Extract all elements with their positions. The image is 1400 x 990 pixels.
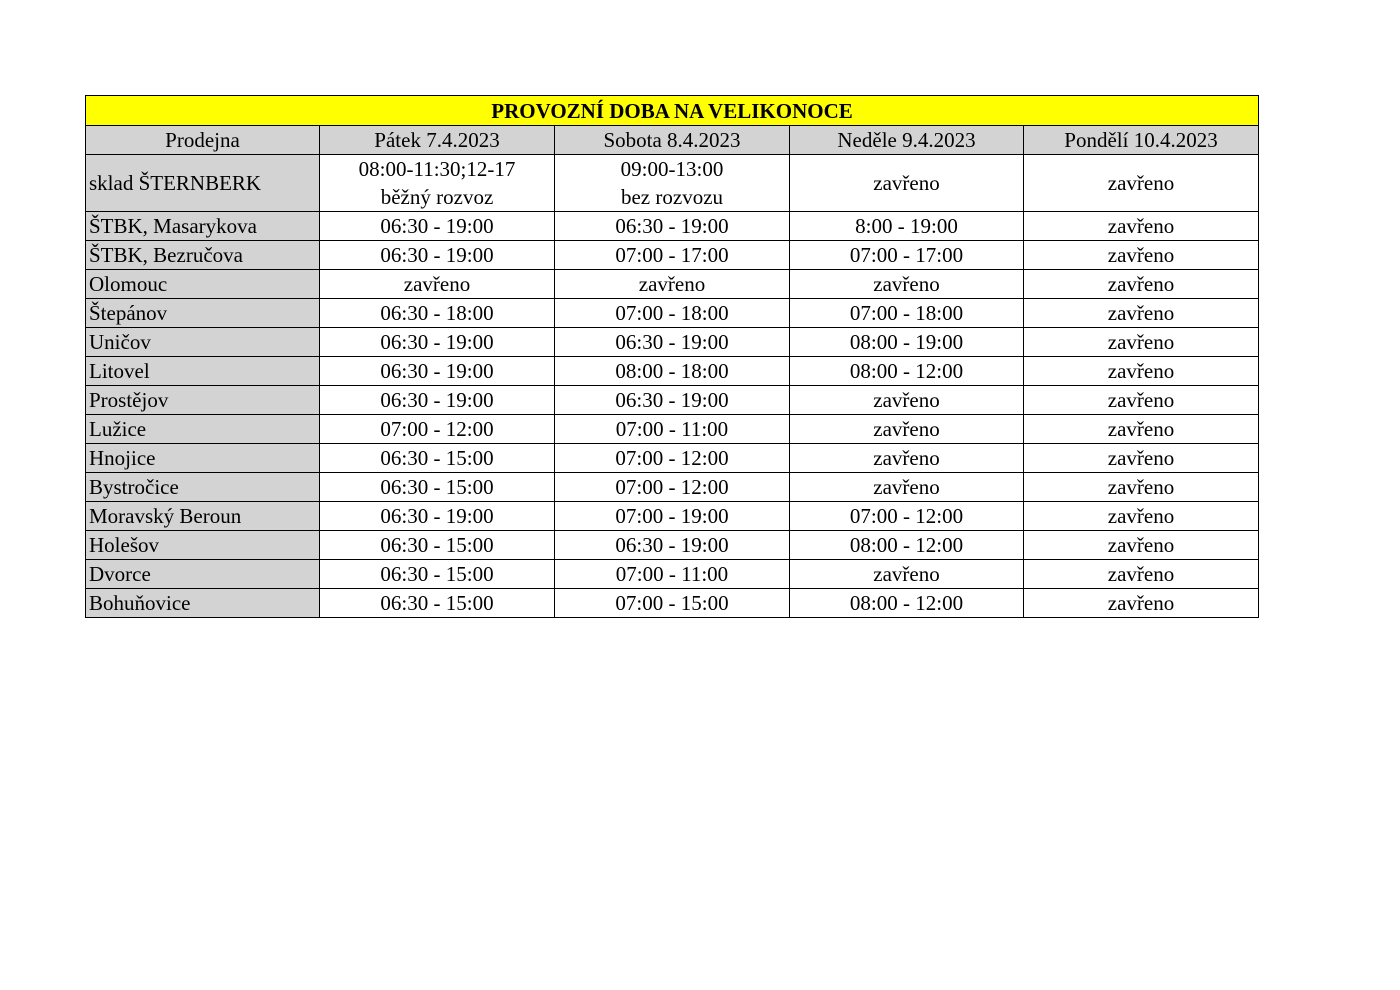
monday-hours-cell: zavřeno xyxy=(1024,560,1259,589)
friday-hours-cell: 06:30 - 15:00 xyxy=(320,473,555,502)
opening-hours-table xyxy=(85,95,1259,618)
table-row xyxy=(86,241,1259,270)
friday-hours-cell xyxy=(320,155,555,212)
table-row xyxy=(86,212,1259,241)
sunday-hours-cell: zavřeno xyxy=(790,270,1024,299)
store-name-cell: sklad ŠTERNBERK xyxy=(86,155,320,212)
saturday-hours-cell xyxy=(555,155,790,212)
saturday-hours-line: bez rozvozu xyxy=(620,185,724,209)
monday-hours-cell: zavřeno xyxy=(1024,357,1259,386)
table-row xyxy=(86,589,1259,618)
table-row xyxy=(86,386,1259,415)
table-row xyxy=(86,328,1259,357)
saturday-hours-cell: 08:00 - 18:00 xyxy=(555,357,790,386)
friday-hours-cell: 06:30 - 19:00 xyxy=(320,502,555,531)
column-header-monday: Pondělí 10.4.2023 xyxy=(1024,126,1259,155)
monday-hours-cell: zavřeno xyxy=(1024,444,1259,473)
column-header-saturday: Sobota 8.4.2023 xyxy=(555,126,790,155)
saturday-hours-cell: 06:30 - 19:00 xyxy=(555,212,790,241)
sunday-hours-cell: 07:00 - 18:00 xyxy=(790,299,1024,328)
friday-hours-line: 08:00-11:30;12-17 xyxy=(358,157,516,181)
table-row xyxy=(86,444,1259,473)
friday-hours-cell: 06:30 - 15:00 xyxy=(320,589,555,618)
store-name-cell: Holešov xyxy=(86,531,320,560)
store-name-cell: Bystročice xyxy=(86,473,320,502)
table-row xyxy=(86,502,1259,531)
monday-hours-cell: zavřeno xyxy=(1024,415,1259,444)
store-name-cell: Olomouc xyxy=(86,270,320,299)
saturday-hours-cell: 07:00 - 12:00 xyxy=(555,473,790,502)
friday-hours-line: běžný rozvoz xyxy=(380,185,494,209)
monday-hours-cell: zavřeno xyxy=(1024,502,1259,531)
store-name-cell: Litovel xyxy=(86,357,320,386)
sunday-hours-cell: zavřeno xyxy=(790,444,1024,473)
table-row xyxy=(86,560,1259,589)
store-name-cell: Bohuňovice xyxy=(86,589,320,618)
store-name-cell: Štepánov xyxy=(86,299,320,328)
monday-hours-cell: zavřeno xyxy=(1024,241,1259,270)
store-name-cell: Prostějov xyxy=(86,386,320,415)
table-row xyxy=(86,357,1259,386)
sunday-hours-cell: 08:00 - 12:00 xyxy=(790,589,1024,618)
friday-hours-cell: 06:30 - 19:00 xyxy=(320,357,555,386)
table-title: PROVOZNÍ DOBA NA VELIKONOCE xyxy=(86,96,1259,126)
store-name-cell: Lužice xyxy=(86,415,320,444)
saturday-hours-cell: 06:30 - 19:00 xyxy=(555,328,790,357)
friday-hours-cell: 06:30 - 19:00 xyxy=(320,386,555,415)
monday-hours-cell: zavřeno xyxy=(1024,270,1259,299)
sunday-hours-cell: zavřeno xyxy=(790,155,1024,212)
saturday-hours-cell: zavřeno xyxy=(555,270,790,299)
table-row xyxy=(86,473,1259,502)
saturday-hours-line: 09:00-13:00 xyxy=(620,157,724,181)
saturday-hours-cell: 07:00 - 18:00 xyxy=(555,299,790,328)
monday-hours-cell: zavřeno xyxy=(1024,473,1259,502)
store-name-cell: Dvorce xyxy=(86,560,320,589)
monday-hours-cell: zavřeno xyxy=(1024,386,1259,415)
column-header-store: Prodejna xyxy=(86,126,320,155)
table-body xyxy=(86,155,1259,618)
monday-hours-cell: zavřeno xyxy=(1024,212,1259,241)
monday-hours-cell: zavřeno xyxy=(1024,589,1259,618)
monday-hours-cell: zavřeno xyxy=(1024,531,1259,560)
friday-hours-cell: 07:00 - 12:00 xyxy=(320,415,555,444)
table-row xyxy=(86,415,1259,444)
sunday-hours-cell: 08:00 - 12:00 xyxy=(790,531,1024,560)
monday-hours-cell: zavřeno xyxy=(1024,155,1259,212)
sunday-hours-cell: 07:00 - 12:00 xyxy=(790,502,1024,531)
saturday-hours-cell: 06:30 - 19:00 xyxy=(555,386,790,415)
table-row xyxy=(86,299,1259,328)
store-name-cell: Uničov xyxy=(86,328,320,357)
sunday-hours-cell: zavřeno xyxy=(790,386,1024,415)
monday-hours-cell: zavřeno xyxy=(1024,299,1259,328)
header-row xyxy=(86,126,1259,155)
sunday-hours-cell: 07:00 - 17:00 xyxy=(790,241,1024,270)
saturday-hours-cell: 07:00 - 17:00 xyxy=(555,241,790,270)
friday-hours-cell: 06:30 - 19:00 xyxy=(320,328,555,357)
friday-hours-cell: 06:30 - 15:00 xyxy=(320,444,555,473)
table-row xyxy=(86,155,1259,212)
column-header-sunday: Neděle 9.4.2023 xyxy=(790,126,1024,155)
sunday-hours-cell: 08:00 - 12:00 xyxy=(790,357,1024,386)
friday-hours-cell: 06:30 - 19:00 xyxy=(320,212,555,241)
title-row xyxy=(86,96,1259,126)
saturday-hours-cell: 07:00 - 15:00 xyxy=(555,589,790,618)
saturday-hours-cell: 07:00 - 19:00 xyxy=(555,502,790,531)
table-row xyxy=(86,531,1259,560)
friday-hours-cell: 06:30 - 15:00 xyxy=(320,531,555,560)
table-row xyxy=(86,270,1259,299)
friday-hours-cell: zavřeno xyxy=(320,270,555,299)
monday-hours-cell: zavřeno xyxy=(1024,328,1259,357)
friday-hours-cell: 06:30 - 18:00 xyxy=(320,299,555,328)
store-name-cell: Hnojice xyxy=(86,444,320,473)
friday-hours-cell: 06:30 - 15:00 xyxy=(320,560,555,589)
saturday-hours-cell: 06:30 - 19:00 xyxy=(555,531,790,560)
sunday-hours-cell: 08:00 - 19:00 xyxy=(790,328,1024,357)
column-header-friday: Pátek 7.4.2023 xyxy=(320,126,555,155)
saturday-hours-cell: 07:00 - 11:00 xyxy=(555,415,790,444)
sunday-hours-cell: zavřeno xyxy=(790,473,1024,502)
sunday-hours-cell: zavřeno xyxy=(790,560,1024,589)
sunday-hours-cell: 8:00 - 19:00 xyxy=(790,212,1024,241)
store-name-cell: Moravský Beroun xyxy=(86,502,320,531)
saturday-hours-cell: 07:00 - 11:00 xyxy=(555,560,790,589)
friday-hours-cell: 06:30 - 19:00 xyxy=(320,241,555,270)
sunday-hours-cell: zavřeno xyxy=(790,415,1024,444)
store-name-cell: ŠTBK, Masarykova xyxy=(86,212,320,241)
saturday-hours-cell: 07:00 - 12:00 xyxy=(555,444,790,473)
store-name-cell: ŠTBK, Bezručova xyxy=(86,241,320,270)
